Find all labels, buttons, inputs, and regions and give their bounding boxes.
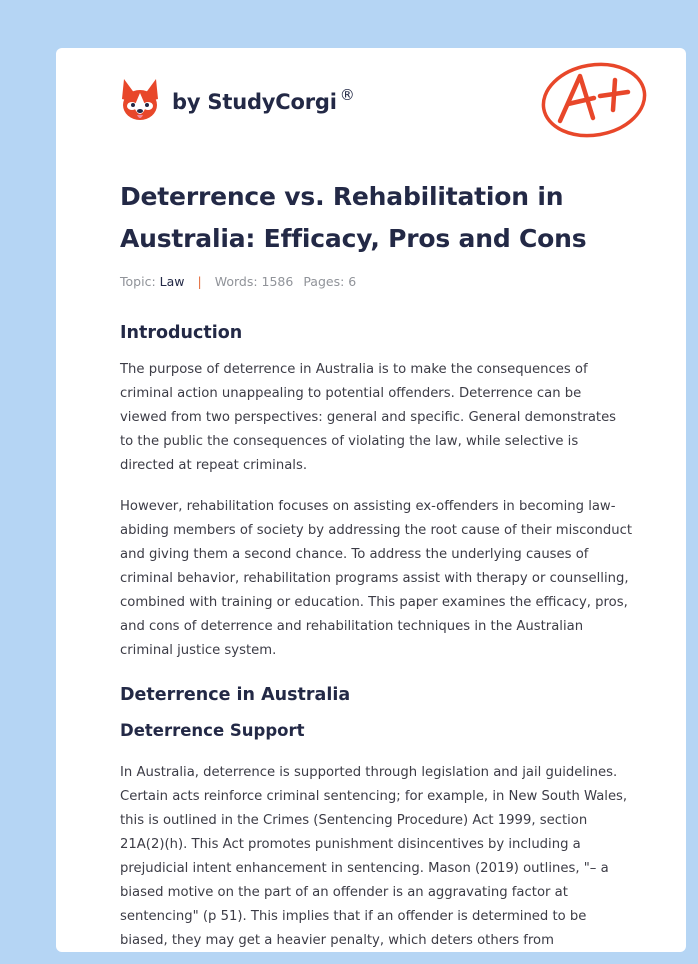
intro-paragraph-1: The purpose of deterrence in Australia is to make the consequences of criminal action unappealing to potential offenders. Deterrence can be viewed from two perspectives: general and specific. General demonstrates to the public the consequences of violating the law, while selective is directed at repeat criminals. — [120, 362, 617, 473]
corgi-icon — [120, 77, 160, 123]
document-card — [56, 48, 686, 952]
brand-name: by StudyCorgi ® — [172, 86, 355, 114]
topic-label: Topic: — [120, 274, 156, 289]
page-count: Pages: 6 — [303, 274, 357, 289]
section-heading-introduction: Introduction — [120, 323, 243, 343]
page-title: Deterrence vs. Rehabilitation in Australia: Efficacy, Pros and Cons — [120, 182, 587, 253]
grade-a-plus-icon — [538, 58, 650, 142]
registered-mark: ® — [339, 86, 355, 104]
topic-link[interactable]: Law — [159, 274, 185, 289]
word-count: Words: 1586 — [214, 274, 294, 289]
section-heading-deterrence: Deterrence in Australia — [120, 685, 351, 705]
meta-separator: | — [197, 274, 202, 289]
grade-a-plus-badge — [538, 58, 650, 146]
intro-paragraph-2: However, rehabilitation focuses on assisting ex-offenders in becoming law-abiding members of society by addressing the root cause of their misconduct and giving them a second chance. To address the underlying causes of criminal behavior, rehabilitation programs assist with therapy or counselling, combined with training or education. This paper examines the efficacy, pros, and cons of deterrence and rehabilitation techniques in the Australian criminal justice system. — [120, 499, 633, 658]
article-content — [120, 176, 632, 952]
article-meta — [120, 274, 632, 289]
studycorgi-logo[interactable] — [120, 76, 355, 124]
support-paragraph-1: In Australia, deterrence is supported through legislation and jail guidelines. Certain acts reinforce criminal sentencing; for example, in New South Wales, this is outlined in the Crimes (Sentencing Procedure) Act 1999, section 21A(2)(h). This Act promotes punishment disincentives by including a prejudicial intent enhancement in sentencing. Mason (2019) outlines, "– a biased motive on the part of an offender is an aggravating factor at sentencing" (p 51). This implies that if an offender is determined to be biased, they may get a heavier penalty, which deters others from — [120, 765, 628, 948]
subsection-heading-deterrence-support: Deterrence Support — [120, 721, 305, 740]
